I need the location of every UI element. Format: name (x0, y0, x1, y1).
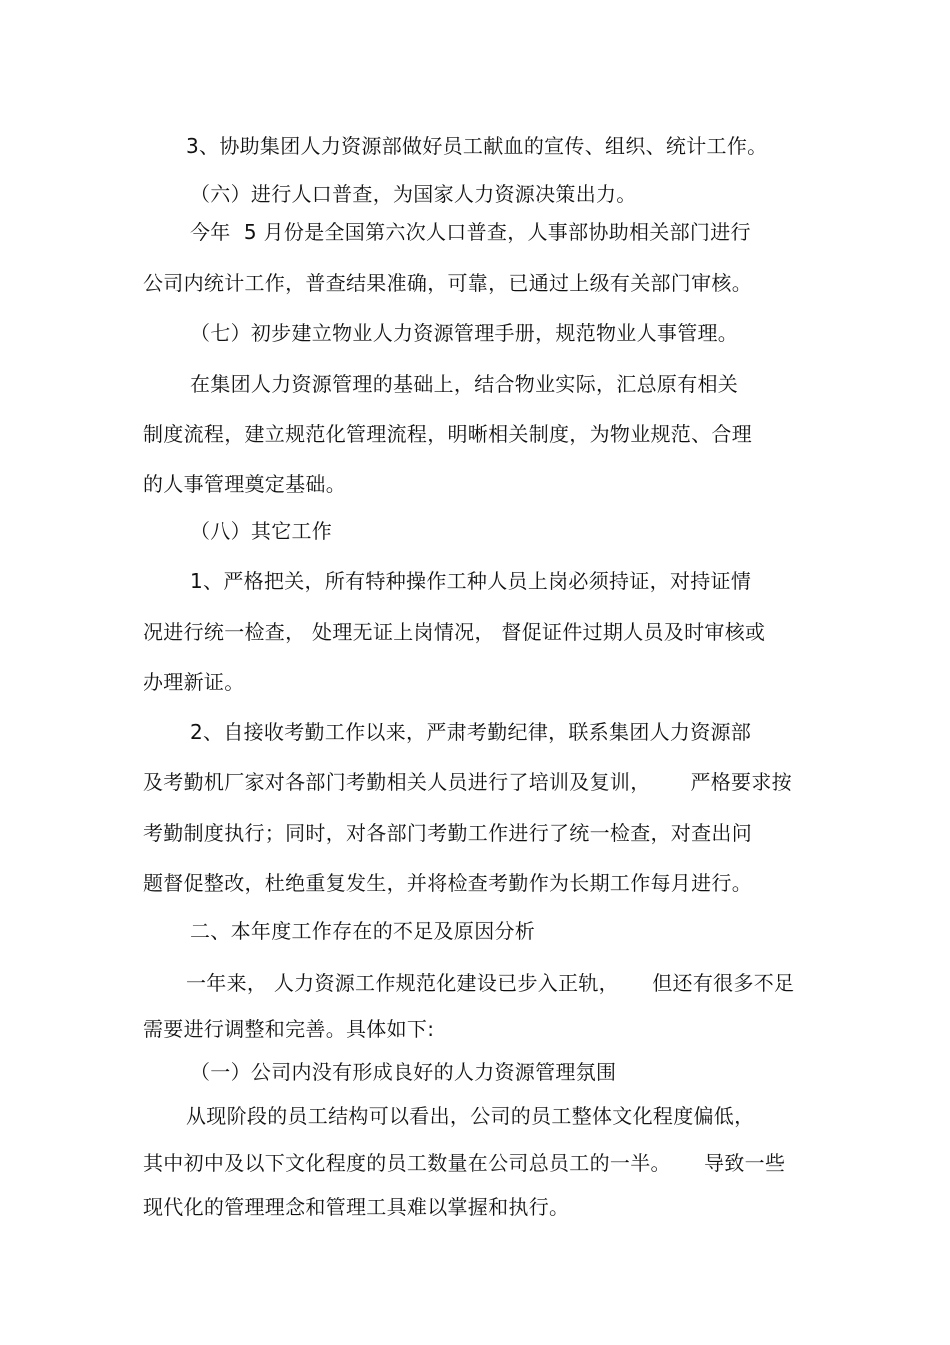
text-line: 考勤制度执行；同时，对各部门考勤工作进行了统一检查，对查出问 (143, 821, 752, 845)
text-line: 从现阶段的员工结构可以看出，公司的员工整体文化程度偏低， (186, 1104, 755, 1128)
section-heading: （七）初步建立物业人力资源管理手册，规范物业人事管理。 (190, 321, 739, 345)
text-line: 制度流程，建立规范化管理流程，明晰相关制度，为物业规范、合理 (143, 422, 752, 446)
text-line: 2、自接收考勤工作以来，严肃考勤纪律，联系集团人力资源部 (190, 720, 752, 744)
section-heading: 二、本年度工作存在的不足及原因分析 (190, 919, 536, 943)
text-line: 题督促整改，杜绝重复发生，并将检查考勤作为长期工作每月进行。 (143, 871, 752, 895)
text-line: 需要进行调整和完善。具体如下: (143, 1017, 435, 1041)
text-line: 今年 5 月份是全国第六次人口普查，人事部协助相关部门进行 (190, 220, 751, 244)
text-line: 的人事管理奠定基础。 (143, 472, 346, 496)
text-line: 其中初中及以下文化程度的员工数量在公司总员工的一半。 导致一些 (143, 1151, 786, 1175)
text-line: 公司内统计工作，普查结果准确，可靠，已通过上级有关部门审核。 (143, 271, 752, 295)
text-line: 1、严格把关，所有特种操作工种人员上岗必须持证，对持证情 (190, 569, 752, 593)
text-line: 在集团人力资源管理的基础上，结合物业实际，汇总原有相关 (190, 372, 739, 396)
text-line: 况进行统一检查， 处理无证上岗情况， 督促证件过期人员及时审核或 (143, 620, 766, 644)
section-heading: （八）其它工作 (190, 519, 333, 543)
text-line: 现代化的管理理念和管理工具难以掌握和执行。 (143, 1195, 570, 1219)
text-line: 及考勤机厂家对各部门考勤相关人员进行了培训及复训， 严格要求按 (143, 770, 792, 794)
section-heading: （一）公司内没有形成良好的人力资源管理氛围 (190, 1060, 617, 1084)
text-line: 一年来， 人力资源工作规范化建设已步入正轨， 但还有很多不足 (186, 971, 795, 995)
section-heading: （六）进行人口普查，为国家人力资源决策出力。 (190, 182, 637, 206)
text-line: 办理新证。 (143, 670, 245, 694)
text-line: 3、协助集团人力资源部做好员工献血的宣传、组织、统计工作。 (186, 134, 768, 158)
